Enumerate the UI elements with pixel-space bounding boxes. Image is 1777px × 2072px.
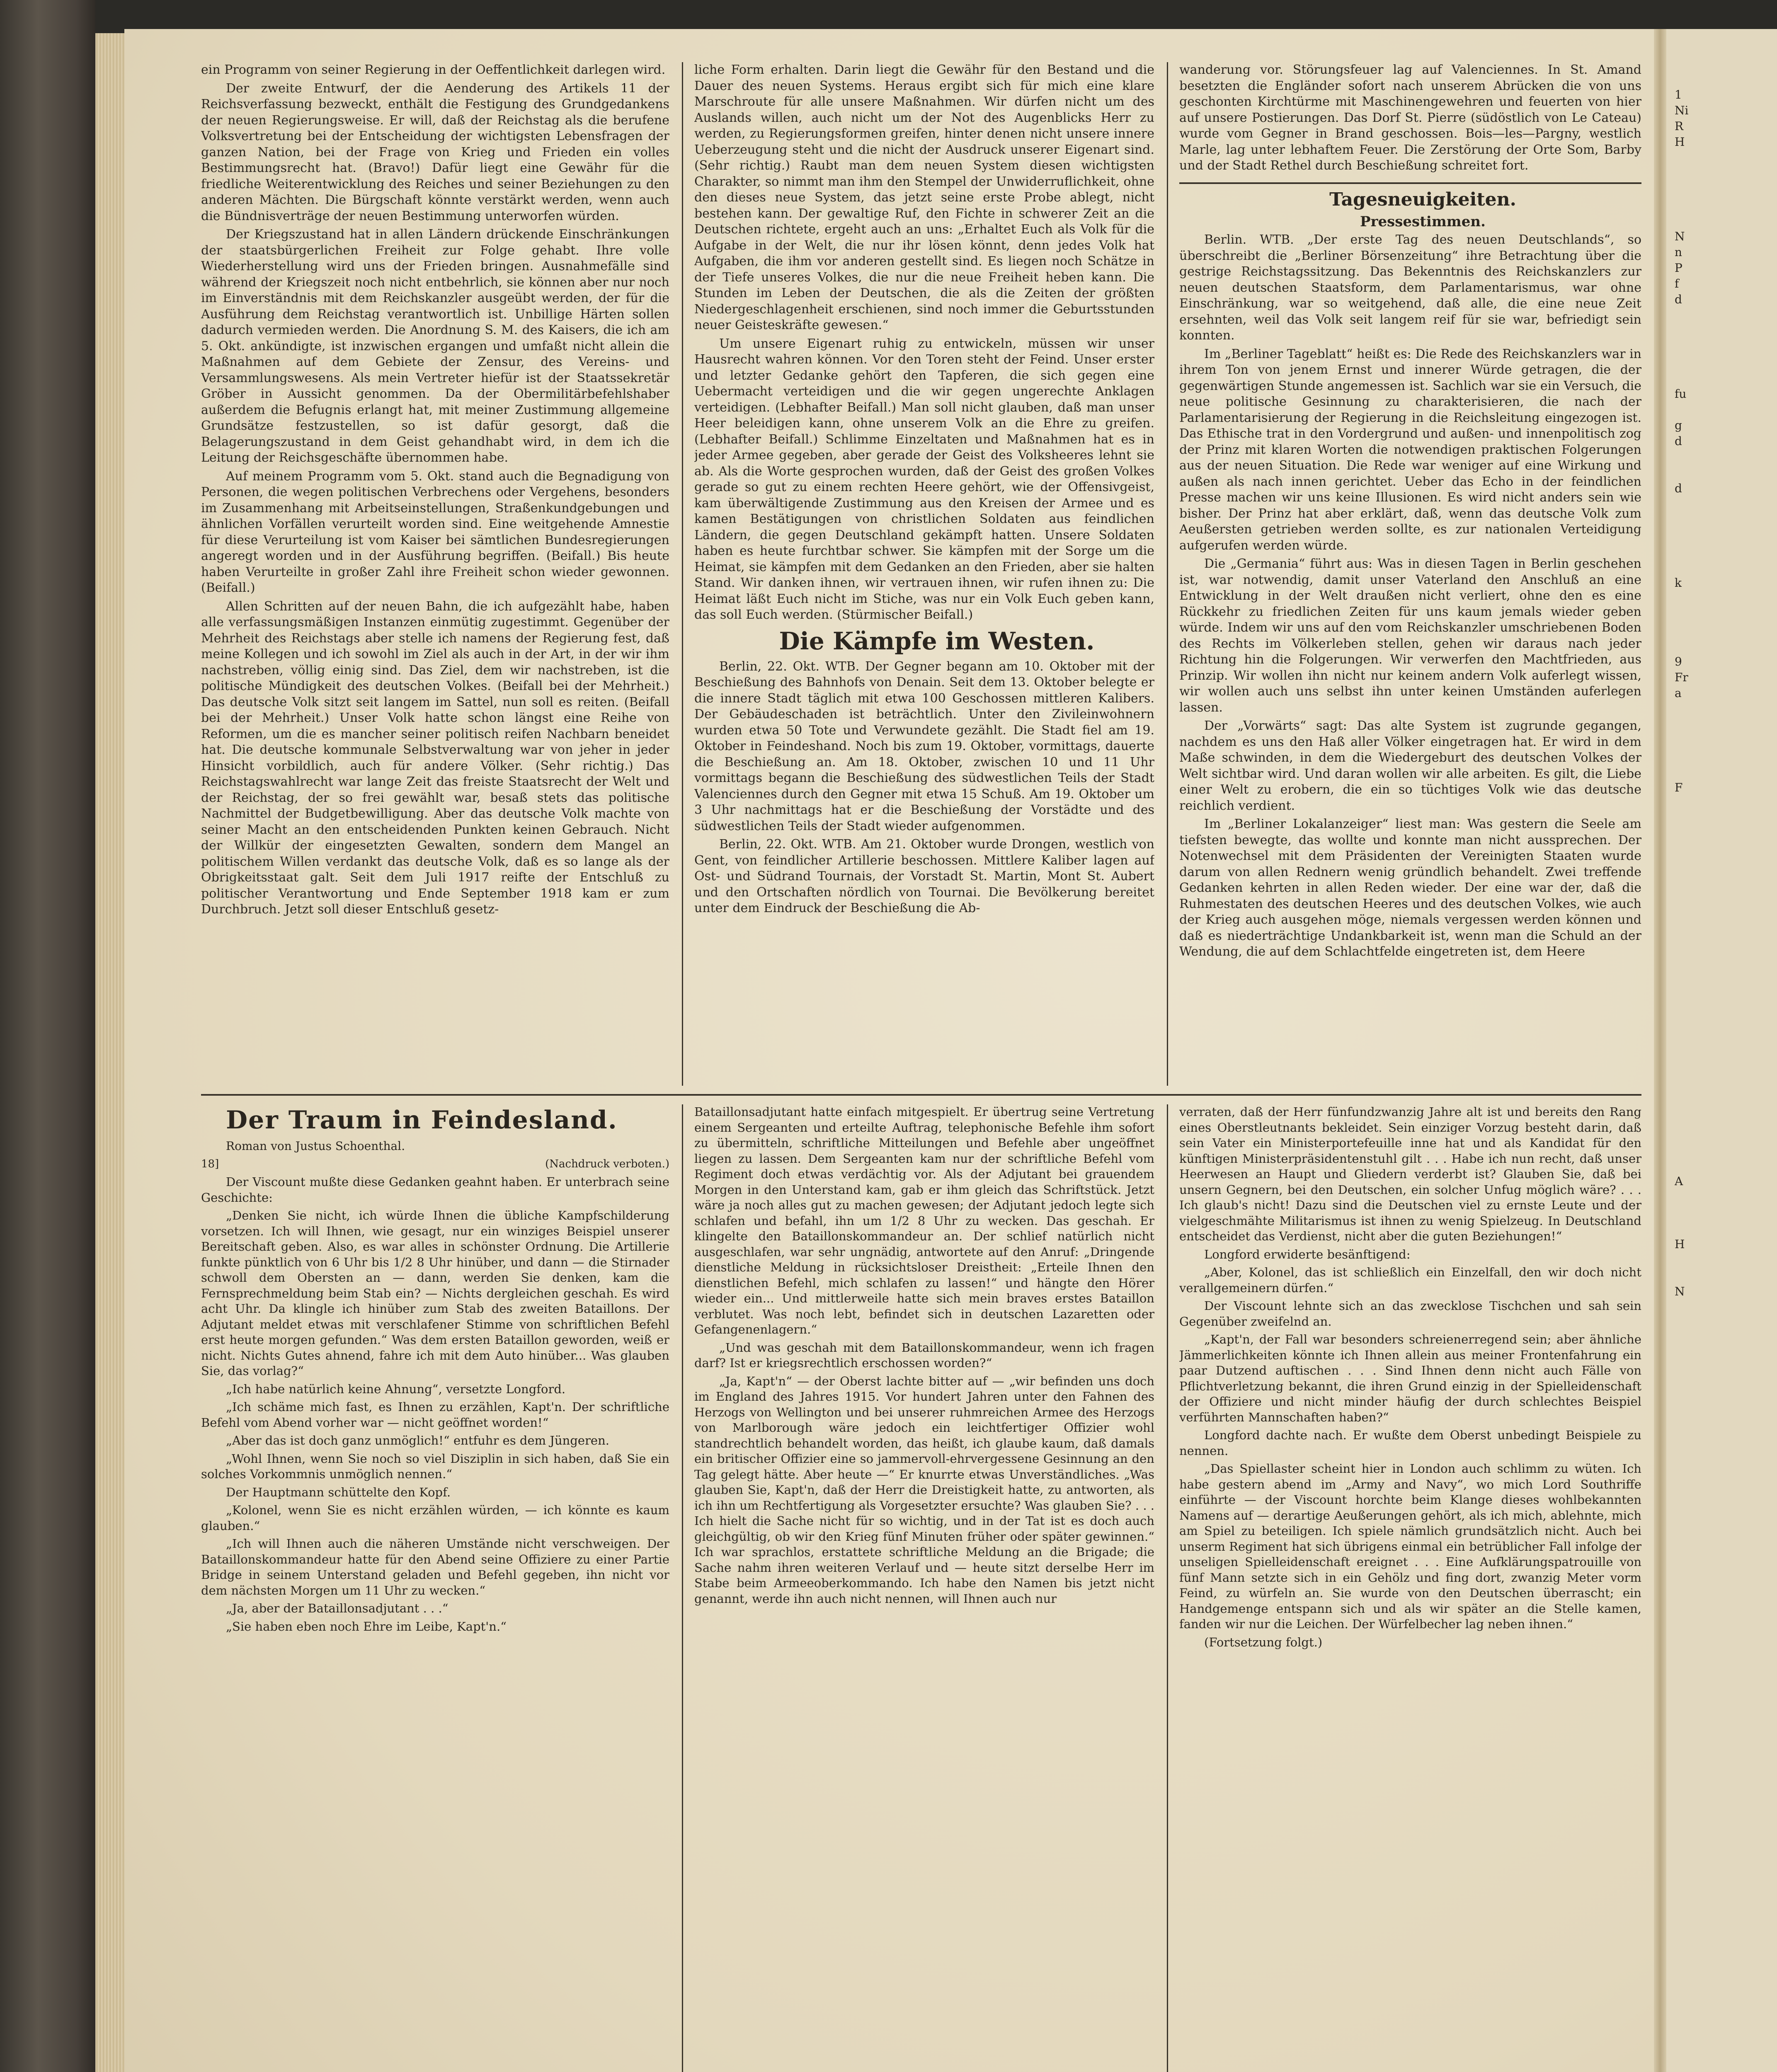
adjacent-page-fragment (1675, 906, 1774, 922)
paragraph: Die „Germania“ führt aus: Was in diesen Tagen in Berlin geschehen ist, war notwendig, damit unser Vaterland den Anschluß an eine Entwicklung in der Welt draußen nicht verliert, ohne den es eine Rückkehr zu friedlichen Zeiten für uns kaum jemals wieder geben würde. Indem wir uns auf den vom Reichskanzler umschriebenen Boden des Rechts im Völkerleben stellen, gehen wir daraus nach jeder Richtung hin die Folgerungen. Wir verwerfen den Machtfrieden, aus Prinzip. Wir wollen ihn nicht nur keinem andern Volk auferlegt wissen, wir wollen auch uns selbst ihn unter keinen Umständen auferlegen lassen. (1179, 557, 1641, 715)
column-rule-2 (1167, 62, 1168, 1086)
paragraph: Allen Schritten auf der neuen Bahn, die ich aufgezählt habe, haben alle verfassungsmäßigen Instanzen einmütig zugestimmt. Gegenüber der Mehrheit des Reichstags aber stelle ich namens der Regierung fest, daß meine Kollegen und ich sowohl im Ziel als auch in der Art, in der wir ihm nachstreben, völlig einig sind. Das Ziel, dem wir nachstreben, ist die politische Mündigkeit des deutschen Volkes. (Beifall bei der Mehrheit.) Das deutsche Volk sitzt seit langem im Sattel, nun soll es reiten. (Beifall bei der Mehrheit.) Unser Volk hatte schon längst eine Reihe von Reformen, um die es mancher seiner politisch reifen Nachbarn beneidet hat. Die deutsche kommunale Selbstverwaltung war von jeher in jeder Hinsicht vorbildlich, auch für andere Völker. (Sehr richtig.) Das Reichstagswahlrecht war lange Zeit das freiste Staatsrecht der Welt und der Reichstag, der so frei gewählt war, besaß stets das politische Nachmittel der Budgetbewilligung. Aber das deutsche Volk machte von seiner Macht an den entscheidenden Punkten keinen Gebrauch. Nicht der Willkür der eingesetzten Gewalten, sondern dem Mangel an politischem Willen verdankt das deutsche Volk, daß es so lange als der Obrigkeitsstaat galt. Seit dem Juli 1917 reifte der Entschluß zu politischer Verantwortung und Ende September 1918 kam er zum Durchbruch. Jetzt soll dieser Entschluß gesetz- (201, 599, 669, 917)
adjacent-page-fragment (1675, 1300, 1774, 1315)
adjacent-page-fragment (1675, 811, 1774, 827)
adjacent-page-fragment (1675, 985, 1774, 1000)
adjacent-page-fragment (1675, 1394, 1774, 1410)
paragraph: Um unsere Eigenart ruhig zu entwickeln, müssen wir unser Hausrecht wahren können. Vor den Toren steht der Feind. Unser erster und letzter Gedanke gehört den Tapferen, die sich gegen eine Uebermacht verteidigen und die wir gegen ungerechte Anklagen verteidigen. (Lebhafter Beifall.) Man soll nicht glauben, daß man unser Heer beleidigen kann, ohne unserem Volk an die Ehre zu greifen. (Lebhafter Beifall.) Schlimme Einzeltaten und Maßnahmen hat es in jeder Armee gegeben, aber gerade der Geist des Volksheeres lehnt sie ab. Als die Worte gesprochen wurden, daß der Geist des großen Volkes gerade so gut zu einem rechten Heere gehört, wie der Offensivgeist, kam überwältigende Zustimmung aus den Kreisen der Armee und es kamen Bestätigungen von christlichen Soldaten aus feindlichen Ländern, die gegen Deutschland gekämpft hatten. Unsere Soldaten haben es heute furchtbar schwer. Sie kämpfen mit der Sorge um die Heimat, sie kämpfen mit dem Gedanken an den Frieden, aber sie halten Stand. Wir danken ihnen, wir vertrauen ihnen, wir rufen ihnen zu: Die Heimat läßt Euch nicht im Stiche, was nur ein Volk Euch geben kann, das soll Euch werden. (Stürmischer Beifall.) (694, 336, 1154, 622)
feuilleton-separator (201, 1094, 1641, 1096)
reprint-notice: (Nachdruck verboten.) (545, 1157, 669, 1170)
adjacent-page-fragment: H (1675, 1237, 1685, 1251)
adjacent-page-fragment (1675, 827, 1774, 843)
feuilleton-paragraph: „Ich schäme mich fast, es Ihnen zu erzählen, Kapt'n. Der schriftliche Befehl vom Abend vorher war — nicht geöffnet worden!“ (201, 1400, 669, 1430)
paragraph: Berlin, 22. Okt. WTB. Der Gegner begann am 10. Oktober mit der Beschießung des Bahnhofs von Denain. Seit dem 13. Oktober belegte er die innere Stadt täglich mit etwa 100 Geschossen mittleren Kalibers. Der Gebäudeschaden ist beträchtlich. Unter den Zivileinwohnern wurden etwa 50 Tote und Verwundete gezählt. Die Stadt fiel am 19. Oktober in Feindeshand. Noch bis zum 19. Oktober, vormittags, dauerte die Beschießung an. Am 18. Oktober, zwischen 10 und 11 Uhr vormittags begann die Beschießung des südwestlichen Teils der Stadt Valenciennes durch den Gegner mit etwa 15 Schuß. Am 19. Oktober um 3 Uhr nachmittags hat er die Beschießung der Vorstädte und des südwestlichen Teils der Stadt wieder aufgenommen. (694, 659, 1154, 833)
feuilleton-paragraph: „Aber das ist doch ganz unmöglich!“ entfuhr es dem Jüngeren. (226, 1433, 609, 1447)
feuilleton-paragraph: „Ich will Ihnen auch die näheren Umstände nicht verschweigen. Der Bataillonskommandeur hatte für den Abend seine Offiziere zu einer Partie Bridge in seinem Unterstand geladen und Befehl gegeben, ihn nicht vor dem nächsten Morgen um 11 Uhr zu wecken.“ (201, 1537, 669, 1598)
paragraph: Auf meinem Programm vom 5. Okt. stand auch die Begnadigung von Personen, die wegen politischen Verbrechens oder Vergehens, besonders im Zusammenhang mit Arbeitseinstellungen, Straßenkundgebungen und ähnlichen Vorfällen verurteilt worden sind. Eine weitgehende Amnestie für diese Verurteilung ist vom Kaiser bei sämtlichen Bundesregierungen angeregt worden und in der Ausführung begriffen. (Beifall.) Bis heute haben Verurteilte in großer Zahl ihre Freiheit schon wieder gewonnen. (Beifall.) (201, 469, 669, 595)
subheading-pressestimmen: Pressestimmen. (1360, 213, 1486, 230)
feuilleton-paragraph: Longford erwiderte besänftigend: (1204, 1247, 1411, 1261)
adjacent-page-fragment (1675, 1142, 1774, 1158)
adjacent-page-fragment: Fr (1675, 670, 1688, 684)
adjacent-page-fragment (1675, 355, 1774, 370)
adjacent-page-fragment (1675, 1158, 1774, 1174)
adjacent-page-fragment: n (1675, 245, 1682, 259)
paragraph: Im „Berliner Lokalanzeiger“ liest man: Was gestern die Seele am tiefsten bewegte, das wollte und konnte man nicht aussprechen. Der Notenwechsel mit dem Präsidenten der Vereinigten Staaten wurde darum von allen Rednern wenig gründlich behandelt. Zwei treffende Gedanken kehrten in allen Reden wieder. Der eine war der, daß die Ruhmestaten des deutschen Heeres und des deutschen Volkes, wie auch der Krieg auch ausgehen möge, niemals vergessen werden können und daß es niederträchtige Undankbarkeit ist, wenn man die Schuld an der Wendung, die auf dem Schlachtfelde eingetreten ist, dem Heere (1179, 817, 1641, 959)
adjacent-page-fragment (1675, 449, 1774, 465)
adjacent-page-fragment (1675, 544, 1774, 559)
adjacent-page-fragment (1675, 1205, 1774, 1221)
adjacent-page-fragment: H (1675, 135, 1685, 149)
adjacent-page-fragment (1675, 1268, 1774, 1284)
newspaper-page (124, 29, 1777, 2072)
gutter (1654, 29, 1666, 2072)
feuilleton-paragraph: Der Viscount mußte diese Gedanken geahnt haben. Er unterbrach seine Geschichte: (201, 1175, 669, 1205)
adjacent-page-fragment (1675, 150, 1774, 166)
feuilleton-column-2 (694, 1104, 1154, 2072)
adjacent-page-fragment (1675, 1331, 1774, 1347)
adjacent-page-fragment (1675, 559, 1774, 575)
adjacent-page-fragment: a (1675, 686, 1682, 700)
paragraph: Der Kriegszustand hat in allen Ländern drückende Einschränkungen der staatsbürgerlichen Freiheit zur Folge gehabt. Ihre volle Wiederherstellung wird uns der Frieden bringen. Ausnahmefälle sind während der Kriegszeit noch nicht entbehrlich, sie können aber nur noch im Einverständnis mit dem Reichskanzler ausgeübt werden, der für die Ausführung dem Reichstag verantwortlich ist. Unbillige Härten sollen dadurch vermieden werden. Die Anordnung S. M. des Kaisers, die ich am 5. Okt. ankündigte, ist inzwischen ergangen und umfaßt nicht allein die Maßnahmen auf dem Gebiete der Zensur, des Vereins- und Versammlungswesens. Als mein Vertreter hiefür ist der Staatssekretär Gröber in Aussicht genommen. Da der Obermilitärbefehlshaber außerdem die Befugnis erlangt hat, mit meiner Zustimmung allgemeine Grundsätze festzustellen, so ist dafür gesorgt, daß die Belagerungszustand in dem Geist gehandhabt wird, in dem ich die Leitung der Reichsgeschäfte übernommen habe. (201, 227, 669, 465)
paragraph: Der zweite Entwurf, der die Aenderung des Artikels 11 der Reichsverfassung bezweckt, enthält die Festigung des Grundgedankens der neuen Regierungsweise. Er will, daß der Reichstag als die berufene Volksvertretung bei der Entscheidung der wichtigsten Lebensfragen der ganzen Nation, bei der Frage von Krieg und Frieden ein volles Bestimmungsrecht hat. (Bravo!) Dafür liegt eine Gewähr für die friedliche Weiterentwicklung des Reiches und seiner Beziehungen zu den anderen Mächten. Die Bürgschaft könnte verstärkt werden, wenn auch die Bündnisverträge der neuen Bestimmung unterworfen würden. (201, 81, 669, 223)
adjacent-page-fragment (1675, 1079, 1774, 1095)
adjacent-page-fragment: d (1675, 293, 1682, 306)
adjacent-page-fragment (1675, 1189, 1774, 1205)
section-rule (1179, 182, 1641, 184)
adjacent-page-fragment (1675, 748, 1774, 764)
feuilleton-paragraph: „Aber, Kolonel, das ist schließlich ein Einzelfall, den wir doch nicht verallgemeinern dürfen.“ (1179, 1265, 1641, 1295)
feuilleton-title: Der Traum in Feindesland. (226, 1106, 618, 1135)
article-column-1 (201, 62, 669, 1086)
adjacent-page-fragment (1675, 512, 1774, 528)
adjacent-page-fragment (1675, 701, 1774, 717)
feuilleton-paragraph: „Sie haben eben noch Ehre im Leibe, Kapt'n.“ (226, 1619, 507, 1634)
adjacent-page-fragment (1675, 1426, 1774, 1441)
adjacent-page-fragment (1675, 890, 1774, 906)
adjacent-page-fragment: g (1675, 419, 1682, 432)
adjacent-page-fragment (1675, 402, 1774, 418)
adjacent-page-fragment: f (1675, 277, 1679, 290)
paragraph: Berlin. WTB. „Der erste Tag des neuen Deutschlands“, so überschreibt die „Berliner Börsenzeitung“ ihre Betrachtung über die gestrige Reichstagssitzung. Das Bekenntnis des Reichskanzlers zur neuen deutschen Staatsform, dem Parlamentarismus, war ohne Einschränkung, war so weitgehend, daß alle, die eine neue Zeit ersehnten, weil das Volk seit langem reif für sie war, befriedigt sein konnten. (1179, 232, 1641, 343)
feuilleton-paragraph: „Kapt'n, der Fall war besonders schreienerregend sein; aber ähnliche Jämmerlichkeiten könnte ich Ihnen allein aus meiner Frontenfahrung ein paar Dutzend auftischen . . . Sind Ihnen denn nicht auch Fälle von Pflichtverletzung bekannt, die ihren Grund einzig in der Spielleidenschaft der Offiziere und nicht minder häufig der durch schlechtes Beispiel verführten Mannschaften haben?“ (1179, 1332, 1641, 1424)
section-heading-tagesneuigkeiten: Tagesneuigkeiten. (1329, 189, 1516, 210)
adjacent-page-fragment (1675, 591, 1774, 607)
adjacent-page-fragment (1675, 937, 1774, 953)
feuilleton-paragraph: Der Hauptmann schüttelte den Kopf. (226, 1485, 451, 1499)
adjacent-page-fragment: 9 (1675, 655, 1682, 668)
feuilleton-paragraph: „Ich habe natürlich keine Ahnung“, versetzte Longford. (226, 1382, 566, 1396)
adjacent-page-fragment (1675, 1126, 1774, 1142)
adjacent-page-fragment (1675, 339, 1774, 355)
adjacent-page-fragment (1675, 1032, 1774, 1048)
feuilleton-subtitle: Roman von Justus Schoenthal. (226, 1139, 405, 1153)
feuilleton-paragraph: Longford dachte nach. Er wußte dem Oberst unbedingt Beispiele zu nennen. (1179, 1428, 1641, 1458)
adjacent-page-fragment: N (1675, 1285, 1685, 1298)
adjacent-page-fragment (1675, 213, 1774, 229)
adjacent-page-fragment (1675, 307, 1774, 323)
adjacent-page-fragment (1675, 796, 1774, 811)
feuilleton-rule-1 (682, 1104, 683, 2072)
feuilleton-paragraph: (Fortsetzung folgt.) (1204, 1635, 1323, 1649)
adjacent-page-fragment (1675, 323, 1774, 339)
adjacent-page-fragment (1675, 1410, 1774, 1426)
installment-number: 18] (201, 1157, 219, 1170)
adjacent-page-fragment (1675, 1063, 1774, 1079)
adjacent-page-fragment (1675, 1378, 1774, 1394)
adjacent-page-fragment: fu (1675, 387, 1687, 401)
paragraph: wanderung vor. Störungsfeuer lag auf Valenciennes. In St. Amand besetzten die Engländer sofort nach unserem Abrücken die von uns geschonten Kirchtürme mit Maschinengewehren und feuerten von hier auf unsere Postierungen. Das Dorf St. Pierre (südöstlich von Le Cateau) wurde vom Gegner in Brand geschossen. Bois—les—Pargny, westlich Marle, lag unter lebhaftem Feuer. Die Zerstörung der Orte Som, Barby und der Stadt Rethel durch Beschießung schreitet fort. (1179, 63, 1641, 173)
adjacent-page-fragment: 1 (1675, 88, 1682, 102)
adjacent-page-fragment (1675, 1221, 1774, 1237)
adjacent-page-fragment (1675, 953, 1774, 969)
adjacent-page-fragment: P (1675, 261, 1682, 275)
adjacent-page-fragment (1675, 1363, 1774, 1378)
article-column-3 (1179, 62, 1641, 1086)
paragraph: liche Form erhalten. Darin liegt die Gewähr für den Bestand und die Dauer des neuen Systems. Heraus ergibt sich für mich eine klare Marschroute für alle unsere Maßnahmen. Wir dürfen nicht um des Auslands willen, auch nicht um der Not des Augenblicks Herr zu werden, zu Regierungsformen greifen, hinter denen nicht unsere innere Ueberzeugung steht und die nicht der Ausdruck unserer Eigenart sind. (Sehr richtig.) Raubt man dem neuen System diesen wichtigsten Charakter, so nimmt man ihm den Stempel der Unwiderruflichkeit, ohne den dieses neue System, das jetzt seine erste Probe ablegt, nicht bestehen kann. Der gewaltige Ruf, den Fichte in schwerer Zeit an die Deutschen richtete, ergeht auch an uns: „Erhaltet Euch als Volk für die Aufgabe in der Welt, die nur ihr lösen könnt, denn jedes Volk hat Aufgaben, die ihm vor anderen gestellt sind. Es liegen noch Schätze in der Tiefe unseres Volkes, die nur die neue Freiheit heben kann. Die Stunden im Leben der Deutschen, die als die Zeiten der größten Niedergeschlagenheit erschienen, sind noch immer die Geburtsstunden neuer Geisteskräfte gewesen.“ (694, 63, 1154, 332)
adjacent-page-fragment: F (1675, 781, 1683, 794)
paragraph: Der „Vorwärts“ sagt: Das alte System ist zugrunde gegangen, nachdem es uns den Haß aller Völker eingetragen hat. Er wird in dem Maße schwinden, in dem die Wiedergeburt des deutschen Volkes der Welt sichtbar wird. Und daran wollen wir alle arbeiten. Es gilt, die Liebe einer Welt zu erobern, die ein so tüchtiges Volk wie das deutsche reichlich verdient. (1179, 719, 1641, 813)
article-column-2 (694, 62, 1154, 1086)
adjacent-page-fragment: d (1675, 482, 1682, 495)
adjacent-page (1666, 29, 1777, 2072)
adjacent-page-fragment: N (1675, 230, 1685, 243)
adjacent-page-fragment (1675, 496, 1774, 512)
feuilleton-paragraph: „Das Spiellaster scheint hier in London auch schlimm zu wüten. Ich habe gestern abend im „Army and Navy“, wo mich Lord Southriffe einführte — der Viscount horchte beim Klange dieses wohlbekannten Namens auf — derartige Aeußerungen gehört, als ich mich, ablehnte, mich am Spiel zu beteiligen. Ich spiele nämlich grundsätzlich nicht. Auch bei unserm Regiment hat sich übrigens einmal ein betrüblicher Fall infolge der unseligen Spielleidenschaft ereignet . . . Eine Aufklärungspatrouille von fünf Mann setzte sich in ein Gehölz und fing dort, zwanzig Meter vorm Feind, zu würfeln an. Sie wurde von den Deutschen überrascht; ein Handgemenge entspann sich und als wir später an die Stelle kamen, fanden wir nur die Leichen. Der Würfelbecher lag neben ihnen.“ (1179, 1462, 1641, 1631)
feuilleton-paragraph: „Ja, Kapt'n“ — der Oberst lachte bitter auf — „wir befinden uns doch im England des Jahres 1915. Vor hundert Jahren unter den Fahnen des Herzogs von Wellington und bei unserer ruhmreichen Armee des Herzogs von Marlborough wäre jedoch ein leichtfertiger Offizier wohl standrechtlich behandelt worden, das heißt, ich glaube kaum, daß damals ein britischer Offizier eine so jammervoll-ehrvergessene Gesinnung an den Tag gelegt hätte. Aber heute —“ Er knurrte etwas Unverständliches. „Was glauben Sie, Kapt'n, daß der Herr die Dreistigkeit hatte, zu antworten, als ich ihn um Rechtfertigung als Vorgesetzter ersuchte? Was glauben Sie? . . . Ich hielt die Sache nicht für so wichtig, und in der Tat ist es doch auch gleichgültig, ob wir den Krieg fünf Minuten früher oder später gewinnen.“ Ich war sprachlos, erstattete schriftliche Meldung an die Brigade; die Sache nahm ihren weiteren Verlauf und — heute sitzt derselbe Herr im Stabe beim Armeeoberkommando. Ich habe den Namen bis jetzt nicht genannt, werde ihn auch nicht nennen, will Ihnen auch nur (694, 1374, 1154, 1606)
paragraph: Berlin, 22. Okt. WTB. Am 21. Oktober wurde Drongen, westlich von Gent, von feindlicher Artillerie beschossen. Mittlere Kaliber lagen auf Ost- und Südrand Tournais, der Vorstadt St. Martin, Mont St. Aubert und den Ortschaften nördlich von Tournai. Die Bevölkerung bereitet unter dem Eindruck der Beschießung die Ab- (694, 837, 1154, 915)
adjacent-page-fragment (1675, 717, 1774, 733)
adjacent-page-fragment (1675, 1016, 1774, 1032)
feuilleton-rule-2 (1167, 1104, 1168, 2072)
adjacent-page-fragment (1675, 197, 1774, 213)
feuilleton-paragraph: „Und was geschah mit dem Bataillonskommandeur, wenn ich fragen darf? Ist er kriegsrechtlich erschossen worden?“ (694, 1340, 1154, 1370)
adjacent-page-fragment: Ni (1675, 104, 1689, 117)
page-stack-edge (95, 33, 124, 2072)
feuilleton-column-1 (201, 1104, 669, 2072)
feuilleton-paragraph: Bataillonsadjutant hatte einfach mitgespielt. Er übertrug seine Vertretung einem Sergeanten und erteilte Auftrag, telephonische Befehle ihm sofort zu übermitteln, schriftliche Mitteilungen und Befehle aber ungeöffnet liegen zu lassen. Dem Sergeanten kam nur der schriftliche Befehl vom Regiment doch etwas verdächtig vor. Als der Adjutant bei grauendem Morgen in den Unterstand kam, gab er ihm gleich das Schriftstück. Jetzt wäre ja noch alles gut zu machen gewesen; der Adjutant jedoch legte sich schlafen und befahl, ihn um 1/2 8 Uhr zu wecken. Das geschah. Er klingelte den Bataillonskommandeur an. Der schlief natürlich nicht ausgeschlafen, war sehr ungnädig, antwortete auf den Anruf: „Dringende dienstliche Meldung in rücksichtsloser Dreistheit: „Erteile Ihnen den dienstlichen Befehl, mich schlafen zu lassen!“ und hängte den Hörer wieder ein... Und mittlerweile hatte sich mein braves erstes Bataillon verblutet. Was noch lebt, befindet sich in deutschen Lazaretten oder Gefangenenlagern.“ (694, 1105, 1154, 1336)
feuilleton-paragraph: „Wohl Ihnen, wenn Sie noch so viel Disziplin in sich haben, daß Sie ein solches Vorkommnis unmöglich nennen.“ (201, 1451, 669, 1481)
adjacent-page-fragment (1675, 166, 1774, 182)
adjacent-page-fragment (1675, 764, 1774, 780)
adjacent-page-fragment (1675, 370, 1774, 386)
adjacent-page-fragment (1675, 859, 1774, 874)
feuilleton-paragraph: „Ja, aber der Bataillonsadjutant . . .“ (226, 1601, 448, 1615)
adjacent-page-fragment (1675, 182, 1774, 197)
adjacent-page-fragment (1675, 969, 1774, 985)
adjacent-page-fragment: d (1675, 434, 1682, 448)
adjacent-page-fragment (1675, 1000, 1774, 1016)
adjacent-page-fragment: k (1675, 576, 1682, 590)
adjacent-page-fragment: R (1675, 119, 1684, 133)
adjacent-page-fragment (1675, 1315, 1774, 1331)
adjacent-page-fragment (1675, 1252, 1774, 1268)
book-binding (0, 0, 95, 2072)
adjacent-page-fragment (1675, 607, 1774, 622)
adjacent-page-fragment (1675, 1048, 1774, 1063)
adjacent-page-fragment: A (1675, 1174, 1683, 1188)
adjacent-page-fragment (1675, 922, 1774, 937)
feuilleton-column-3 (1179, 1104, 1641, 2072)
column-rule-1 (682, 62, 683, 1086)
adjacent-page-fragment (1675, 465, 1774, 481)
adjacent-page-fragment (1675, 733, 1774, 748)
adjacent-page-fragment (1675, 528, 1774, 544)
adjacent-page-fragment (1675, 874, 1774, 890)
adjacent-page-text (1675, 87, 1774, 2072)
paragraph: Im „Berliner Tageblatt“ heißt es: Die Rede des Reichskanzlers war in ihrem Ton von jenem Ernst und innerer Würde getragen, die der gegenwärtigen Stunde angemessen ist. Sachlich war sie ein Versuch, die neue politische Gesinnung zu charakterisieren, die nach der Parlamentarisierung der Regierung in die Reichsleitung eingezogen ist. Das Ethische trat in den Vordergrund und außen- und innenpolitisch zog der Prinz mit klaren Worten die notwendigen praktischen Folgerungen aus der neuen Situation. Die Rede war weniger auf eine Wirkung und außen als nach innen gerichtet. Ueber das Echo in der feindlichen Presse machen wir uns keine Illusionen. Es wird nicht anders sein wie bisher. Der Prinz hat aber erklärt, daß, wenn das deutsche Volk zum Aeußersten getrieben werden sollte, es zur nationalen Verteidigung aufgerufen werden würde. (1179, 346, 1641, 553)
adjacent-page-fragment (1675, 1111, 1774, 1126)
paragraph: ein Programm von seiner Regierung in der Oeffentlichkeit darlegen wird. (201, 63, 666, 77)
adjacent-page-fragment (1675, 843, 1774, 859)
feuilleton-paragraph: Der Viscount lehnte sich an das zwecklose Tischchen und sah sein Gegenüber zweifelnd an. (1179, 1299, 1641, 1329)
feuilleton-paragraph: „Kolonel, wenn Sie es nicht erzählen würden, — ich könnte es kaum glauben.“ (201, 1503, 669, 1533)
adjacent-page-fragment (1675, 638, 1774, 654)
adjacent-page-fragment (1675, 1347, 1774, 1363)
feuilleton-paragraph: verraten, daß der Herr fünfundzwanzig Jahre alt ist und bereits den Rang eines Oberstleutnants bekleidet. Sein einziger Vorzug besteht darin, daß sein Vater ein Ministerportefeuille inne hat und als Kandidat für den künftigen Ministerpräsidentenstuhl gilt . . . Habe ich nun recht, daß unser Heerwesen an Haupt und Gliedern verderbt ist? Glauben Sie, daß bei unsern Gegnern, bei den Deutschen, ein solcher Unfug möglich wäre? . . . Ich glaub's nicht! Dazu sind die Deutschen viel zu ernste Leute und der vielgeschmähte Militarismus ist ihnen zu wenig Spielzeug. In Deutschland entscheidet das Verdienst, nicht aber die guten Beziehungen!“ (1179, 1105, 1641, 1243)
adjacent-page-fragment (1675, 622, 1774, 638)
adjacent-page-fragment (1675, 1095, 1774, 1111)
section-heading-kaempfe: Die Kämpfe im Westen. (779, 627, 1095, 655)
feuilleton-paragraph: „Denken Sie nicht, ich würde Ihnen die übliche Kampfschilderung vorsetzen. Ich will Ihnen, wie gesagt, nur ein winziges Beispiel unserer Bereitschaft geben. Also, es war alles in schönster Ordnung. Die Artillerie funkte pünktlich von 6 Uhr bis 1/2 8 Uhr hinüber, und dann — die Stirnader schwoll dem Obersten an — dann, werden Sie denken, kam die Fernsprechmeldung beim Stab ein? — Nichts dergleichen geschah. Es wird acht Uhr. Da klingle ich hinüber zum Stab des zweiten Bataillons. Der Adjutant meldet etwas mit verschlafener Stimme von schriftlichen Befehl erst heute morgen gefunden.“ Was dem ersten Bataillon geworden, weiß er nicht. Nichts Gutes ahnend, fahre ich mit dem Auto hinüber... Was glauben Sie, das vorlag?“ (201, 1208, 669, 1378)
